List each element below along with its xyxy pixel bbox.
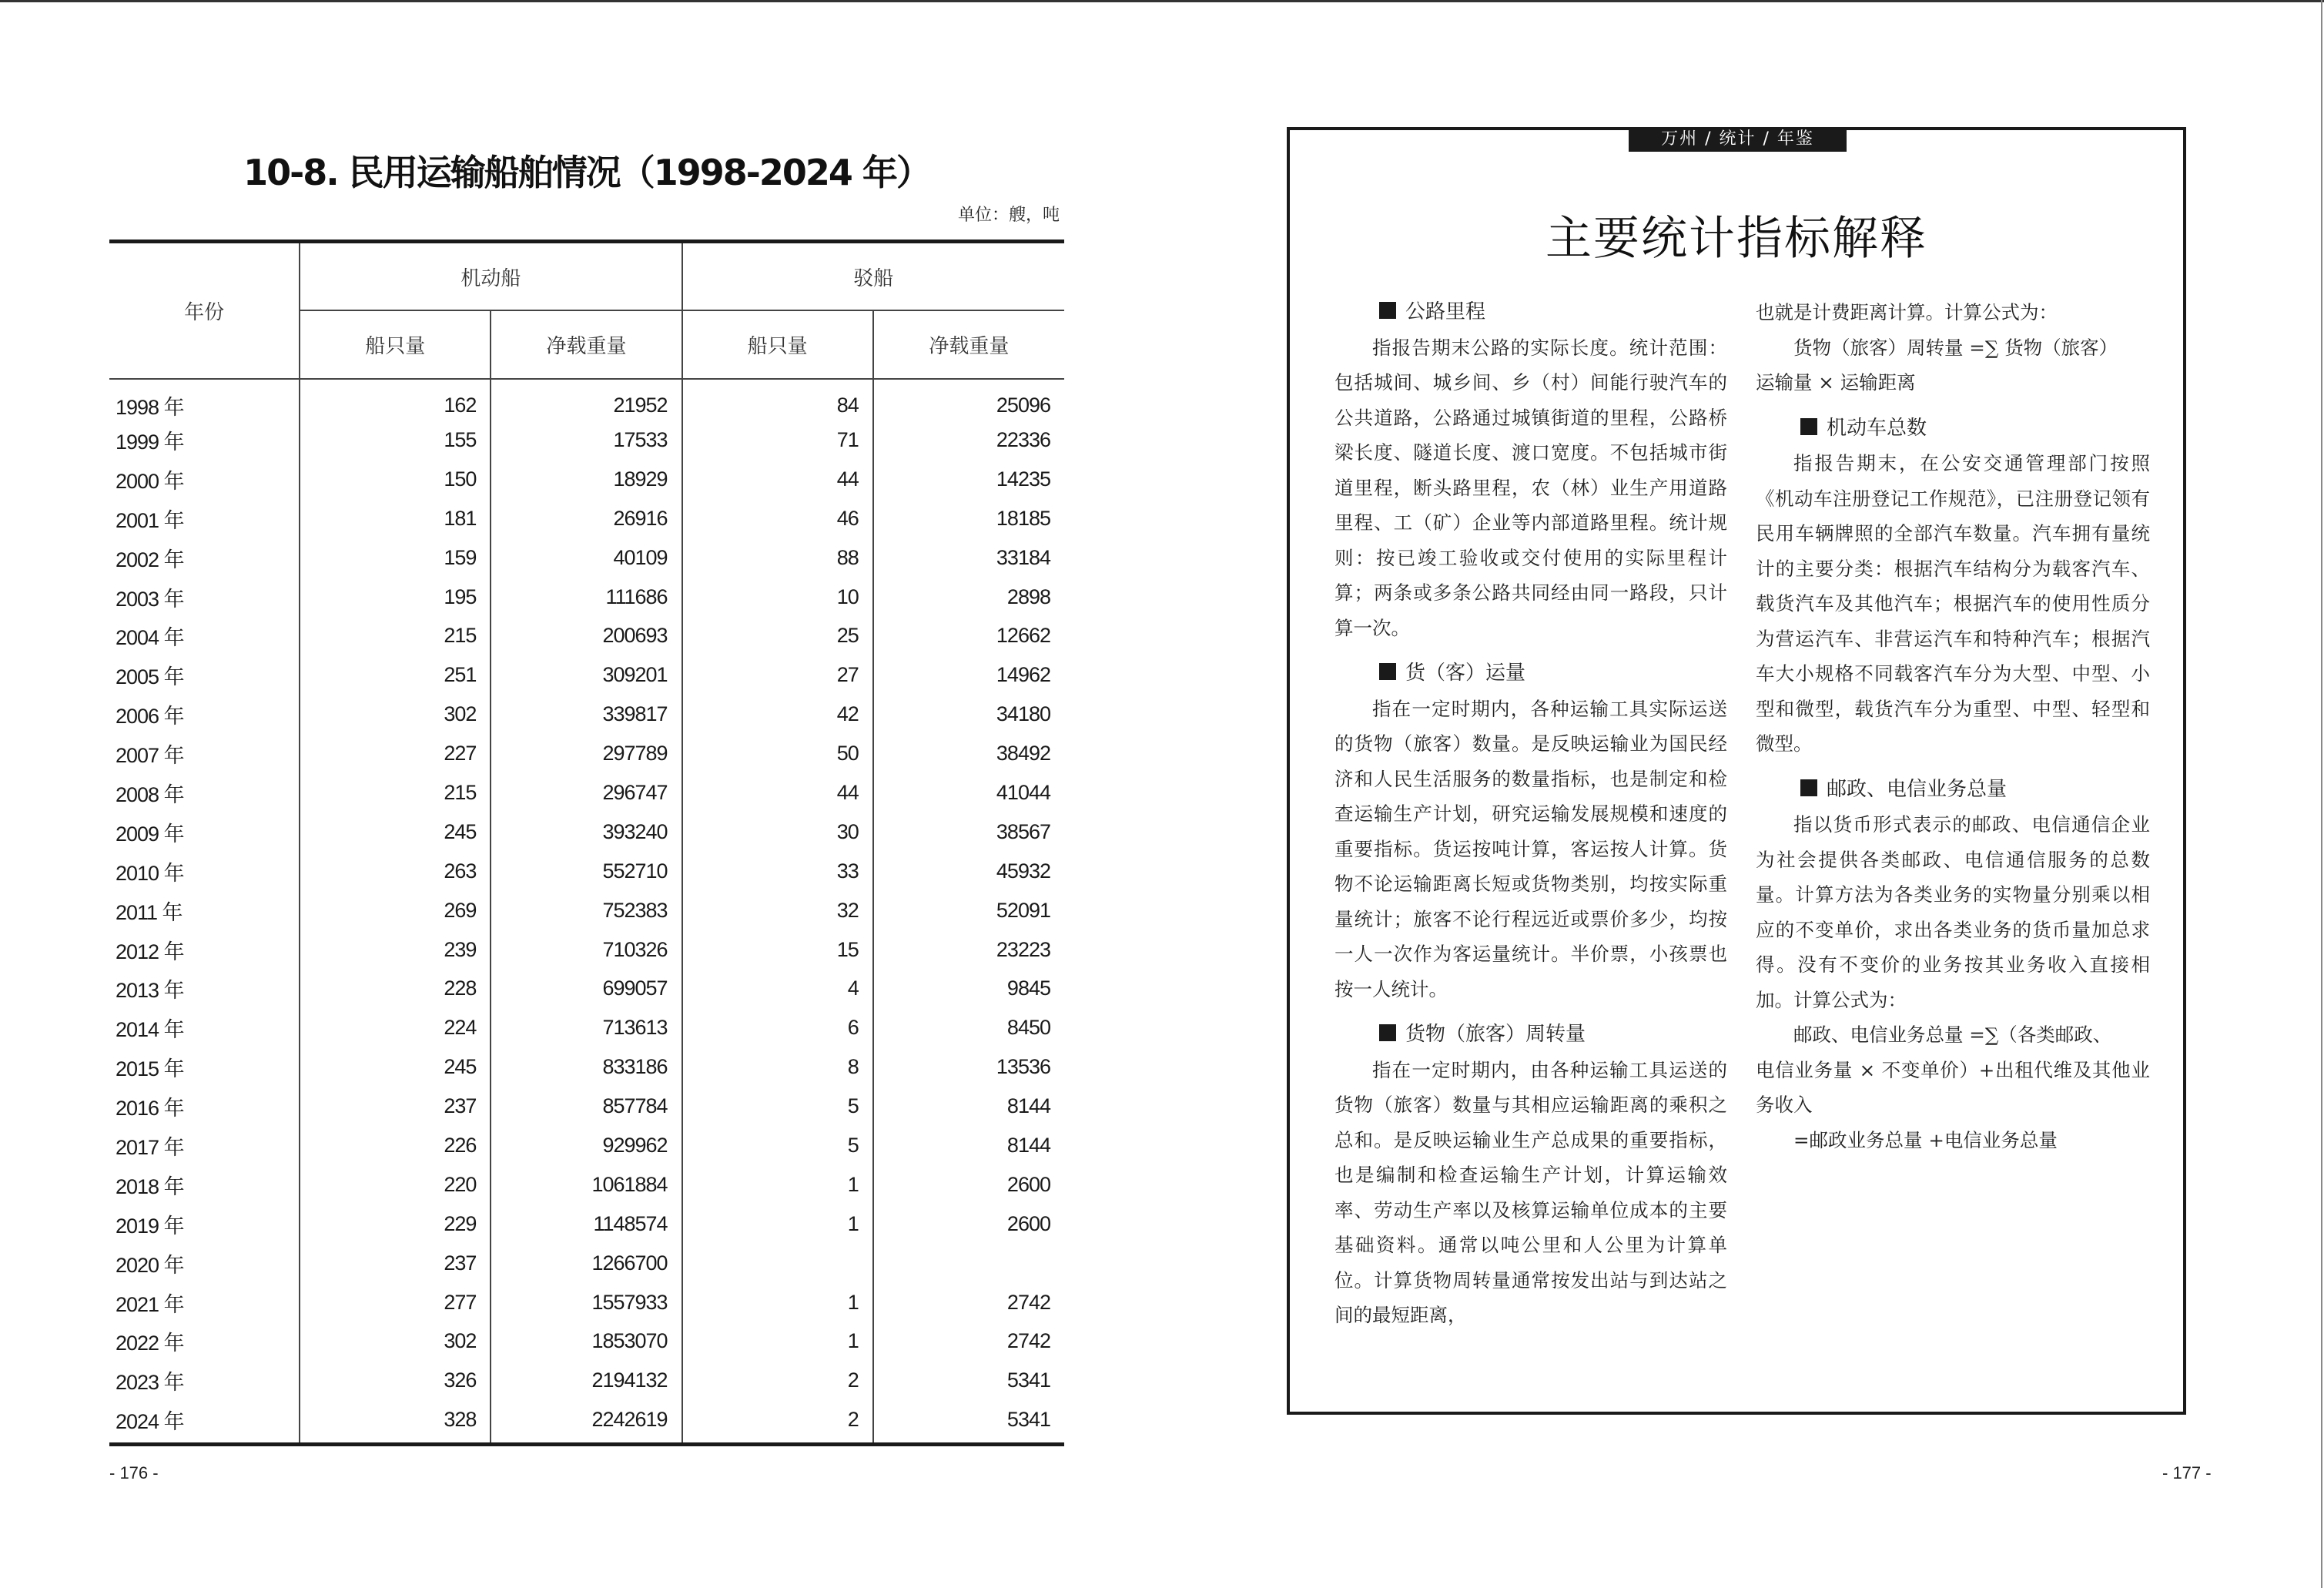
- definitions-column-left: [1334, 295, 1727, 1333]
- table-row: [109, 1087, 1064, 1126]
- barge-count-cell: 44: [682, 460, 873, 499]
- section-body-postal: 指以货币形式表示的邮政、电信通信企业为社会提供各类邮政、电信通信服务的总数量。计算方法为各类业务的实物量分别乘以相应的不变单价，求出各类业务的货币量加总求得。没有不变价的业务按其业务收入直接相加。计算公式为：: [1756, 813, 2150, 1011]
- section-heading-turnover: [1334, 1017, 1727, 1053]
- motor-tonnage-header: 净载重量: [491, 310, 681, 379]
- motor-count-cell: 263: [300, 852, 491, 891]
- year-cell: 2016 年: [116, 1097, 184, 1121]
- year-cell: 2015 年: [116, 1057, 184, 1081]
- barge-tonnage-cell: 25096: [873, 379, 1064, 420]
- year-cell: 2008 年: [116, 782, 184, 806]
- barge-tonnage-cell: 38492: [873, 734, 1064, 773]
- table-row: [109, 655, 1064, 695]
- motor-count-cell: 245: [300, 1047, 491, 1087]
- barge-tonnage-cell: 14962: [873, 655, 1064, 695]
- table-row: [109, 1244, 1064, 1283]
- motor-tonnage-cell: 21952: [491, 379, 681, 420]
- barge-count-cell: 2: [682, 1361, 873, 1400]
- year-cell: 2011 年: [116, 900, 183, 924]
- barge-tonnage-cell: 13536: [873, 1047, 1064, 1087]
- year-cell: 2005 年: [116, 665, 184, 689]
- motor-tonnage-cell: 111686: [491, 578, 681, 617]
- section-heading-text: 邮政、电信业务总量: [1827, 777, 2008, 801]
- postal-formula-line2: 电信业务量 × 不变单价）+出租代维及其他业务收入: [1756, 1058, 2150, 1116]
- motor-tonnage-cell: 26916: [491, 499, 681, 538]
- motor-tonnage-cell: 2242619: [491, 1400, 681, 1444]
- table-row: [109, 578, 1064, 617]
- table-row: [109, 1322, 1064, 1361]
- barge-tonnage-cell: 8450: [873, 1008, 1064, 1047]
- motor-tonnage-cell: 2194132: [491, 1361, 681, 1400]
- barge-count-cell: 1: [682, 1283, 873, 1322]
- year-cell: 2018 年: [116, 1174, 184, 1198]
- barge-tonnage-cell: 2742: [873, 1322, 1064, 1361]
- definitions-column-right: [1756, 295, 2150, 1157]
- barge-count-cell: 2: [682, 1400, 873, 1444]
- motor-tonnage-cell: 713613: [491, 1008, 681, 1047]
- motor-tonnage-cell: 393240: [491, 812, 681, 852]
- motor-ship-group-header: 机动船: [300, 242, 681, 311]
- motor-count-cell: 226: [300, 1126, 491, 1165]
- section-body-turnover: 指在一定时期内，由各种运输工具运送的货物（旅客）数量与其相应运输距离的乘积之总和。是反映运输业生产总成果的重要指标，也是编制和检查运输生产计划，计算运输效率、劳动生产率以及核算运输单位成本的主要基础资料。通常以吨公里和人公里为计算单位。计算货物周转量通常按发出站与到达站之间的最短距离，: [1334, 1058, 1727, 1326]
- motor-count-cell: 237: [300, 1087, 491, 1126]
- motor-count-cell: 328: [300, 1400, 491, 1444]
- year-cell: 2017 年: [116, 1135, 184, 1159]
- year-cell: 2014 年: [116, 1018, 184, 1042]
- barge-count-cell: 15: [682, 930, 873, 970]
- motor-count-cell: 215: [300, 773, 491, 812]
- motor-count-cell: 239: [300, 930, 491, 970]
- barge-tonnage-cell: [873, 1244, 1064, 1283]
- year-cell: 2010 年: [116, 861, 184, 885]
- section-heading-text: 公路里程: [1405, 300, 1486, 323]
- table-row: [109, 1008, 1064, 1047]
- motor-count-cell: 159: [300, 538, 491, 578]
- barge-tonnage-cell: 5341: [873, 1400, 1064, 1444]
- barge-tonnage-cell: 34180: [873, 695, 1064, 734]
- table-row: [109, 1283, 1064, 1322]
- unit-label: 单位：艘，吨: [957, 206, 1060, 225]
- barge-tonnage-cell: 2600: [873, 1204, 1064, 1244]
- year-cell: 1999 年: [116, 430, 184, 454]
- motor-tonnage-cell: 40109: [491, 538, 681, 578]
- table-row: [109, 734, 1064, 773]
- year-cell: 2023 年: [116, 1371, 184, 1395]
- barge-count-cell: [682, 1244, 873, 1283]
- section-body-freight-volume: 指在一定时期内，各种运输工具实际运送的货物（旅客）数量。是反映运输业为国民经济和人民生活服务的数量指标，也是制定和检查运输生产计划，研究运输发展规模和速度的重要指标。货运按吨计算，客运按人计算。货物不论运输距离长短或货物类别，均按实际重量统计；旅客不论行程远近或票价多少，均按一人一次作为客运量统计。半价票，小孩票也按一人统计。: [1334, 697, 1727, 1000]
- table-row: [109, 1400, 1064, 1444]
- ship-data-table: [109, 240, 1064, 1446]
- square-bullet-icon: [1800, 779, 1817, 796]
- barge-count-cell: 4: [682, 969, 873, 1008]
- motor-tonnage-cell: 710326: [491, 930, 681, 970]
- table-row: [109, 695, 1064, 734]
- year-cell: 2020 年: [116, 1253, 184, 1277]
- table-header-row-groups: [109, 242, 1064, 311]
- year-column-header: 年份: [109, 242, 300, 380]
- motor-tonnage-cell: 18929: [491, 460, 681, 499]
- motor-tonnage-cell: 309201: [491, 655, 681, 695]
- postal-formula-line3: =邮政业务总量 +电信业务总量: [1793, 1128, 2058, 1151]
- motor-count-cell: 227: [300, 734, 491, 773]
- barge-count-cell: 27: [682, 655, 873, 695]
- motor-count-cell: 277: [300, 1283, 491, 1322]
- barge-tonnage-cell: 2600: [873, 1165, 1064, 1204]
- barge-count-cell: 5: [682, 1126, 873, 1165]
- motor-tonnage-cell: 1853070: [491, 1322, 681, 1361]
- barge-tonnage-cell: 8144: [873, 1087, 1064, 1126]
- section-body-turnover-continued: 也就是计费距离计算。计算公式为：: [1756, 301, 2058, 323]
- barge-tonnage-cell: 38567: [873, 812, 1064, 852]
- barge-tonnage-cell: 23223: [873, 930, 1064, 970]
- year-cell: 2002 年: [116, 548, 184, 571]
- motor-count-cell: 229: [300, 1204, 491, 1244]
- barge-tonnage-cell: 52091: [873, 891, 1064, 930]
- barge-count-cell: 88: [682, 538, 873, 578]
- year-cell: 1998 年: [116, 396, 184, 419]
- postal-formula-line1: 邮政、电信业务总量 =∑（各类邮政、: [1793, 1023, 2112, 1046]
- motor-tonnage-cell: 929962: [491, 1126, 681, 1165]
- section-heading-vehicles: [1756, 411, 2150, 447]
- table-row: [109, 812, 1064, 852]
- motor-count-cell: 245: [300, 812, 491, 852]
- motor-count-cell: 302: [300, 1322, 491, 1361]
- motor-tonnage-cell: 552710: [491, 852, 681, 891]
- year-cell: 2003 年: [116, 587, 184, 611]
- page-number-left: - 176 -: [109, 1463, 159, 1482]
- section-body-vehicles: 指报告期末，在公安交通管理部门按照《机动车注册登记工作规范》，已注册登记领有民用车辆牌照的全部汽车数量。汽车拥有量统计的主要分类：根据汽车结构分为载客汽车、载货汽车及其他汽车；根据汽车的使用性质分为营运汽车、非营运汽车和特种汽车；根据汽车大小规格不同载客汽车分为大型、中型、小型和微型，载货汽车分为重型、中型、轻型和微型。: [1756, 452, 2150, 755]
- barge-tonnage-cell: 12662: [873, 616, 1064, 655]
- year-cell: 2007 年: [116, 744, 184, 768]
- table-row: [109, 891, 1064, 930]
- barge-count-cell: 8: [682, 1047, 873, 1087]
- barge-count-cell: 1: [682, 1322, 873, 1361]
- barge-count-cell: 50: [682, 734, 873, 773]
- section-body-highway: 指报告期末公路的实际长度。统计范围：包括城间、城乡间、乡（村）间能行驶汽车的公共道路，公路通过城镇街道的里程，公路桥梁长度、隧道长度、渡口宽度。不包括城市街道里程，断头路里程，农（林）业生产用道路里程、工（矿）企业等内部道路里程。统计规则：按已竣工验收或交付使用的实际里程计算；两条或多条公路共同经由同一路段，只计算一次。: [1334, 336, 1727, 639]
- motor-tonnage-cell: 857784: [491, 1087, 681, 1126]
- barge-tonnage-cell: 22336: [873, 420, 1064, 460]
- motor-count-cell: 195: [300, 578, 491, 617]
- table-row: [109, 460, 1064, 499]
- motor-tonnage-cell: 339817: [491, 695, 681, 734]
- barge-count-cell: 84: [682, 379, 873, 420]
- motor-count-cell: 326: [300, 1361, 491, 1400]
- table-title: 10-8. 民用运输船舶情况（1998-2024 年）: [243, 152, 930, 193]
- barge-tonnage-cell: 14235: [873, 460, 1064, 499]
- barge-count-cell: 32: [682, 891, 873, 930]
- motor-tonnage-cell: 17533: [491, 420, 681, 460]
- motor-tonnage-cell: 1061884: [491, 1165, 681, 1204]
- motor-tonnage-cell: 200693: [491, 616, 681, 655]
- barge-tonnage-cell: 45932: [873, 852, 1064, 891]
- barge-count-cell: 33: [682, 852, 873, 891]
- motor-count-cell: 162: [300, 379, 491, 420]
- year-cell: 2009 年: [116, 822, 184, 846]
- motor-count-cell: 155: [300, 420, 491, 460]
- square-bullet-icon: [1379, 302, 1396, 319]
- barge-count-header: 船只量: [682, 310, 873, 379]
- turnover-formula-line2: 运输量 × 运输距离: [1756, 371, 1916, 394]
- motor-count-cell: 150: [300, 460, 491, 499]
- motor-tonnage-cell: 1266700: [491, 1244, 681, 1283]
- barge-tonnage-cell: 33184: [873, 538, 1064, 578]
- motor-tonnage-cell: 1557933: [491, 1283, 681, 1322]
- table-row: [109, 616, 1064, 655]
- year-cell: 2000 年: [116, 469, 184, 493]
- table-row: [109, 969, 1064, 1008]
- motor-count-cell: 269: [300, 891, 491, 930]
- barge-count-cell: 6: [682, 1008, 873, 1047]
- motor-count-cell: 220: [300, 1165, 491, 1204]
- year-cell: 2024 年: [109, 1400, 300, 1444]
- barge-count-cell: 30: [682, 812, 873, 852]
- barge-tonnage-cell: 8144: [873, 1126, 1064, 1165]
- motor-count-cell: 224: [300, 1008, 491, 1047]
- motor-tonnage-cell: 752383: [491, 891, 681, 930]
- barge-count-cell: 71: [682, 420, 873, 460]
- barge-count-cell: 44: [682, 773, 873, 812]
- year-cell: 2019 年: [116, 1214, 184, 1238]
- barge-count-cell: 46: [682, 499, 873, 538]
- barge-count-cell: 10: [682, 578, 873, 617]
- year-cell: 2001 年: [116, 508, 184, 532]
- motor-count-cell: 237: [300, 1244, 491, 1283]
- page-number-right: - 177 -: [2162, 1463, 2212, 1482]
- barge-group-header: 驳船: [682, 242, 1064, 311]
- yearbook-band: 万州 / 统计 / 年鉴: [1629, 127, 1847, 152]
- section-heading-text: 货（客）运量: [1405, 662, 1526, 685]
- barge-tonnage-cell: 2898: [873, 578, 1064, 617]
- motor-tonnage-cell: 1148574: [491, 1204, 681, 1244]
- barge-tonnage-header: 净载重量: [873, 310, 1064, 379]
- table-row: [109, 1165, 1064, 1204]
- barge-count-cell: 25: [682, 616, 873, 655]
- barge-tonnage-cell: 41044: [873, 773, 1064, 812]
- table-row: [109, 773, 1064, 812]
- square-bullet-icon: [1379, 1024, 1396, 1041]
- section-heading-text: 机动车总数: [1827, 416, 1927, 440]
- barge-count-cell: 1: [682, 1204, 873, 1244]
- table-row: [109, 930, 1064, 970]
- table-row: [109, 1361, 1064, 1400]
- square-bullet-icon: [1379, 663, 1396, 680]
- section-heading-freight-volume: [1334, 656, 1727, 692]
- motor-count-cell: 251: [300, 655, 491, 695]
- table-row: [109, 1204, 1064, 1244]
- barge-tonnage-cell: 2742: [873, 1283, 1064, 1322]
- table-row: [109, 499, 1064, 538]
- motor-count-cell: 215: [300, 616, 491, 655]
- table-row: [109, 379, 1064, 420]
- year-cell: 2012 年: [116, 940, 184, 963]
- right-border-line: [2321, 0, 2322, 1588]
- section-heading-text: 货物（旅客）周转量: [1405, 1023, 1586, 1046]
- section-heading-highway: [1334, 295, 1727, 330]
- definitions-title: 主要统计指标解释: [1545, 212, 1927, 266]
- motor-tonnage-cell: 699057: [491, 969, 681, 1008]
- year-cell: 2022 年: [116, 1332, 184, 1355]
- motor-tonnage-cell: 297789: [491, 734, 681, 773]
- barge-count-cell: 42: [682, 695, 873, 734]
- motor-count-header: 船只量: [300, 310, 491, 379]
- motor-tonnage-cell: 833186: [491, 1047, 681, 1087]
- table-row: [109, 538, 1064, 578]
- year-cell: 2006 年: [116, 705, 184, 729]
- table-row: [109, 1126, 1064, 1165]
- motor-count-cell: 181: [300, 499, 491, 538]
- top-border-line: [0, 0, 2324, 2]
- barge-tonnage-cell: 18185: [873, 499, 1064, 538]
- motor-count-cell: 228: [300, 969, 491, 1008]
- table-row: [109, 1047, 1064, 1087]
- year-cell: 2013 年: [116, 979, 184, 1003]
- barge-tonnage-cell: 9845: [873, 969, 1064, 1008]
- barge-count-cell: 5: [682, 1087, 873, 1126]
- year-cell: 2004 年: [116, 626, 184, 650]
- section-heading-postal: [1756, 772, 2150, 808]
- table-row: [109, 852, 1064, 891]
- table-row: [109, 420, 1064, 460]
- barge-tonnage-cell: 5341: [873, 1361, 1064, 1400]
- barge-count-cell: 1: [682, 1165, 873, 1204]
- motor-tonnage-cell: 296747: [491, 773, 681, 812]
- year-cell: 2021 年: [116, 1292, 184, 1316]
- table-body: [109, 379, 1064, 1445]
- motor-count-cell: 302: [300, 695, 491, 734]
- square-bullet-icon: [1800, 418, 1817, 435]
- turnover-formula-line1: 货物（旅客）周转量 =∑ 货物（旅客）: [1793, 336, 2118, 359]
